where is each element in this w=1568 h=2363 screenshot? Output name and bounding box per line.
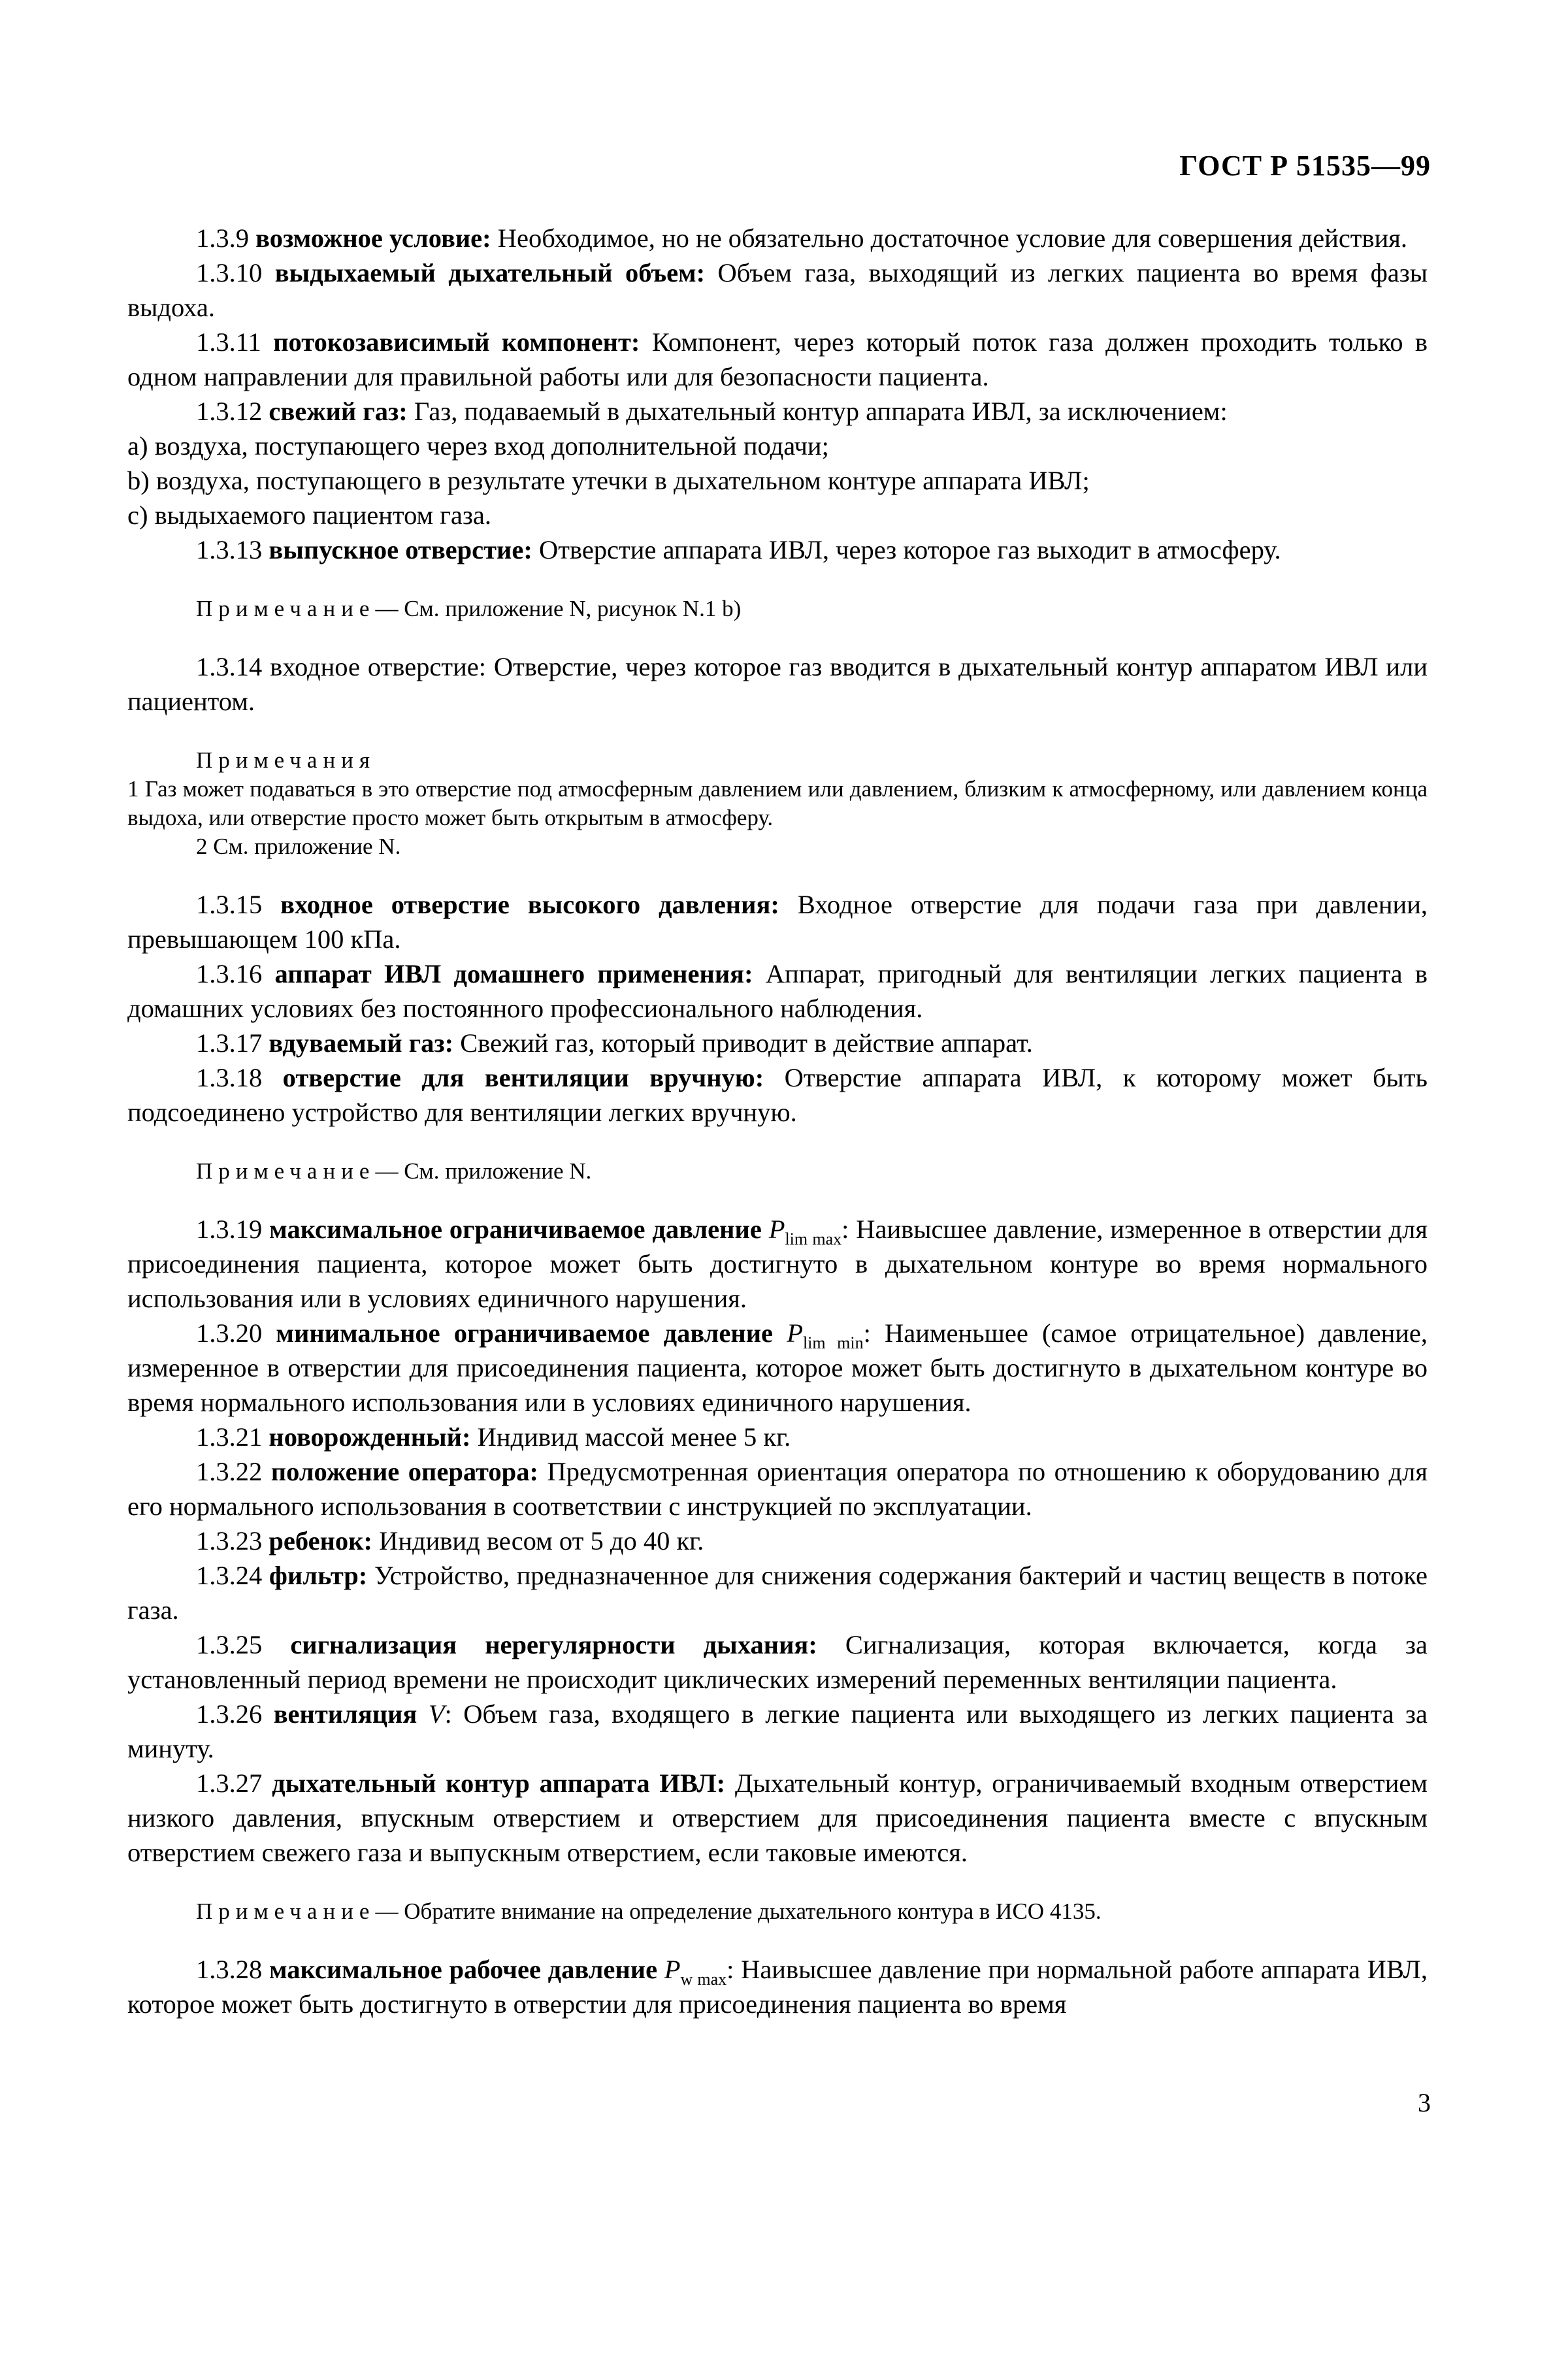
term: вдуваемый газ:	[269, 1028, 454, 1058]
definition-text: : Наименьшее (самое отрицательное) давление, измеренное в отверстии для присоединения пациента, которое может быть достигнуто в дыхательном контуре во время нормального использования или в условиях единичного нарушения.	[127, 1318, 1428, 1417]
definition-1-3-11	[127, 325, 1428, 394]
list-item-a: a) воздуха, поступающего через вход дополнительной подачи;	[127, 431, 829, 461]
symbol: P	[664, 1955, 681, 1984]
note-text: — См. приложение N.	[375, 1158, 592, 1184]
item-number: 1.3.10	[196, 258, 263, 287]
definition-1-3-16	[127, 956, 1428, 1026]
list-item-b: b) воздуха, поступающего в результате утечки в дыхательном контуре аппарата ИВЛ;	[127, 466, 1090, 495]
term: потокозависимый компонент:	[273, 327, 640, 357]
symbol-subscript: lim max	[785, 1230, 842, 1248]
term: аппарат ИВЛ домашнего применения:	[274, 959, 753, 988]
definition-text: Аппарат, пригодный для вентиляции легких пациента в домашних условиях без постоянного профессионального наблюдения.	[127, 959, 1428, 1023]
page-number: 3	[1418, 2088, 1431, 2117]
term: возможное условие:	[255, 223, 491, 253]
item-number: 1.3.24	[196, 1561, 263, 1590]
note-label: Примечания	[196, 747, 376, 773]
item-number: 1.3.14	[196, 652, 263, 681]
definition-text: Газ, подаваемый в дыхательный контур аппарата ИВЛ, за исключением:	[407, 397, 1228, 426]
term: максимальное ограничиваемое давление	[269, 1214, 762, 1244]
note-label: Примечание	[196, 1158, 376, 1184]
definition-1-3-24	[127, 1558, 1428, 1627]
note-text-1: 1 Газ может подаваться в это отверстие под атмосферным давлением или давлением, близким к атмосферному, или давлением конца выдоха, или отверстие просто может быть открытым в атмосферу.	[127, 776, 1428, 830]
definition-1-3-14	[127, 649, 1428, 719]
definition-1-3-28	[127, 1952, 1428, 2021]
item-number: 1.3.11	[196, 327, 261, 357]
definition-text: Объем газа, выходящий из легких пациента во время фазы выдоха.	[127, 258, 1428, 322]
definition-text: Необходимое, но не обязательно достаточное условие для совершения действия.	[491, 223, 1408, 253]
definition-1-3-23	[127, 1524, 1428, 1558]
term: выпускное отверстие:	[269, 535, 532, 564]
definition-text: Дыхательный контур, ограничиваемый входным отверстием низкого давления, впускным отверстием и отверстием для присоединения пациента вместе с впускным отверстием свежего газа и выпускным отверстием, если таковые имеются.	[127, 1768, 1428, 1867]
definition-text: Отверстие, через которое газ вводится в дыхательный контур аппаратом ИВЛ или пациентом.	[127, 652, 1428, 716]
definition-1-3-13	[127, 532, 1428, 567]
definition-1-3-9	[127, 221, 1428, 255]
note-text: — См. приложение N, рисунок N.1 b)	[375, 596, 742, 621]
definition-text: Сигнализация, которая включается, когда за установленный период времени не происходит циклических измерений переменных вентиляции пациента.	[127, 1630, 1428, 1694]
symbol: P	[768, 1214, 785, 1244]
definition-text: : Объем газа, входящего в легкие пациента или выходящего из легких пациента за минуту.	[127, 1699, 1428, 1763]
definition-1-3-21	[127, 1420, 1428, 1454]
term: сигнализация нерегулярности дыхания:	[290, 1630, 817, 1659]
note-3	[127, 1157, 1428, 1186]
definition-1-3-27	[127, 1766, 1428, 1870]
term: фильтр:	[269, 1561, 368, 1590]
item-number: 1.3.12	[196, 397, 263, 426]
definition-text: Предусмотренная ориентация оператора по отношению к оборудованию для его нормального использования в соответствии с инструкцией по эксплуатации.	[127, 1457, 1428, 1521]
definition-text: Входное отверстие для подачи газа при давлении, превышающем 100 кПа.	[127, 890, 1428, 954]
item-number: 1.3.26	[196, 1699, 263, 1729]
term: вентиляция	[273, 1699, 417, 1729]
definition-text: Отверстие аппарата ИВЛ, к которому может быть подсоединено устройство для вентиляции легких вручную.	[127, 1063, 1428, 1127]
term: входное отверстие:	[270, 652, 486, 681]
definition-text: Отверстие аппарата ИВЛ, через которое газ выходит в атмосферу.	[532, 535, 1281, 564]
definition-1-3-10	[127, 255, 1428, 325]
item-number: 1.3.21	[196, 1422, 263, 1452]
item-number: 1.3.16	[196, 959, 263, 988]
definition-text: : Наивысшее давление, измеренное в отверстии для присоединения пациента, которое может быть достигнуто в дыхательном контуре во время нормального использования или в условиях единичного нарушения.	[127, 1214, 1428, 1313]
definition-1-3-12	[127, 394, 1428, 429]
item-number: 1.3.19	[196, 1214, 263, 1244]
term: входное отверстие высокого давления:	[280, 890, 779, 919]
term: дыхательный контур аппарата ИВЛ:	[272, 1768, 726, 1798]
note-4	[127, 1897, 1428, 1926]
item-number: 1.3.23	[196, 1526, 263, 1556]
term: отверстие для вентиляции вручную:	[282, 1063, 764, 1092]
symbol-subscript: lim min	[802, 1333, 864, 1352]
term: ребенок:	[269, 1526, 372, 1556]
definition-1-3-22	[127, 1454, 1428, 1524]
note-text-2: 2 См. приложение N.	[196, 834, 401, 859]
definition-1-3-15	[127, 887, 1428, 956]
term: положение оператора:	[270, 1457, 538, 1486]
definition-text: Индивид массой менее 5 кг.	[470, 1422, 791, 1452]
definition-text: : Наивысшее давление при нормальной работе аппарата ИВЛ, которое может быть достигнуто в отверстии для присоединения пациента во время	[127, 1955, 1428, 2019]
item-number: 1.3.25	[196, 1630, 263, 1659]
symbol: P	[787, 1318, 803, 1348]
definition-text: Компонент, через который поток газа должен проходить только в одном направлении для правильной работы или для безопасности пациента.	[127, 327, 1428, 391]
item-number: 1.3.9	[196, 223, 249, 253]
note-label: Примечание	[196, 596, 376, 621]
term: минимальное ограничиваемое давление	[276, 1318, 774, 1348]
term: новорожденный:	[269, 1422, 471, 1452]
definition-1-3-25	[127, 1627, 1428, 1697]
note-2	[127, 746, 1428, 861]
definition-text: Свежий газ, который приводит в действие аппарат.	[453, 1028, 1033, 1058]
note-label: Примечание	[196, 1899, 376, 1924]
list-item-c: c) выдыхаемого пациентом газа.	[127, 500, 491, 530]
definition-1-3-26	[127, 1697, 1428, 1766]
document-code: ГОСТ Р 51535—99	[1179, 150, 1431, 182]
item-number: 1.3.15	[196, 890, 263, 919]
definition-1-3-18	[127, 1060, 1428, 1130]
item-number: 1.3.13	[196, 535, 263, 564]
term: свежий газ:	[269, 397, 408, 426]
term: выдыхаемый дыхательный объем:	[274, 258, 706, 287]
symbol-subscript: w max	[680, 1970, 727, 1989]
term: максимальное рабочее давление	[269, 1955, 658, 1984]
document-body	[127, 221, 1428, 2021]
note-text: — Обратите внимание на определение дыхательного контура в ИСО 4135.	[375, 1899, 1102, 1924]
item-number: 1.3.20	[196, 1318, 263, 1348]
definition-1-3-20	[127, 1316, 1428, 1420]
definition-text: Устройство, предназначенное для снижения содержания бактерий и частиц веществ в потоке газа.	[127, 1561, 1428, 1625]
definition-text: Индивид весом от 5 до 40 кг.	[372, 1526, 704, 1556]
definition-1-3-17	[127, 1026, 1428, 1060]
symbol: V	[428, 1699, 445, 1729]
definition-1-3-19	[127, 1212, 1428, 1316]
item-number: 1.3.18	[196, 1063, 263, 1092]
item-number: 1.3.17	[196, 1028, 263, 1058]
item-number: 1.3.22	[196, 1457, 263, 1486]
item-number: 1.3.27	[196, 1768, 263, 1798]
note-1	[127, 595, 1428, 623]
item-number: 1.3.28	[196, 1955, 263, 1984]
